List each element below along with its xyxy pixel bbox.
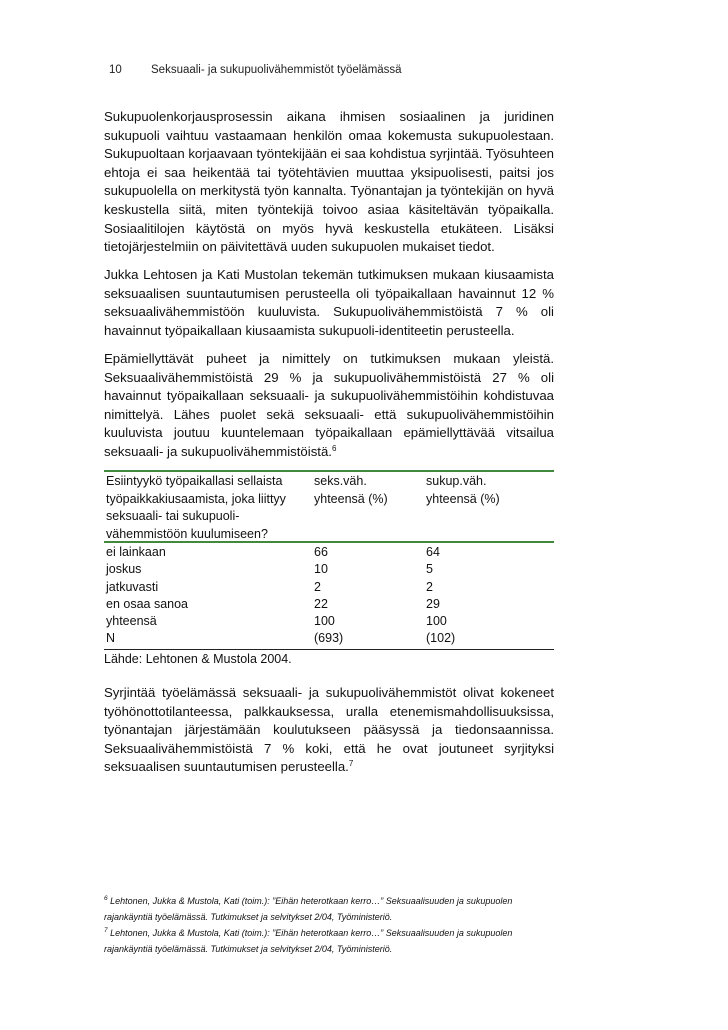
footnote-7	[104, 925, 574, 941]
row-seks-value: (693)	[314, 631, 344, 646]
question-line: työpaikkakiusaamista, joka liittyy	[106, 491, 286, 506]
page-number: 10	[109, 64, 122, 76]
col-header-line: yhteensä (%)	[314, 491, 388, 506]
row-label: joskus	[106, 562, 142, 577]
table-row	[104, 561, 554, 578]
col-header-line: yhteensä (%)	[426, 491, 500, 506]
footnote-text-cont: rajankäyntiä työelämässä. Tutkimukset ja selvitykset 2/04, Työministeriö.	[104, 944, 393, 954]
table-row	[104, 579, 554, 596]
footnote-text: Lehtonen, Jukka & Mustola, Kati (toim.): ”Eihän heterotkaan kerro…” Seksuaalisuuden ja sukupuolen	[110, 896, 513, 906]
paragraph-1: Sukupuolenkorjausprosessin aikana ihmisen sosiaalinen ja juridinen sukupuoli vaihtuu vastaamaan henkilön omaa kokemusta sukupuolestaan. Sukupuoltaan korjaavaan työntekijään ei saa kohdistua syrjintää. Työsuhteen ehtoja ei saa heikentää tai työtehtävien muuttaa yksipuolisesti, paitsi jos sukupuolella on merkitystä työn kannalta. Työnantajan ja työntekijän on hyvä keskustella siitä, miten työntekijä toivoo asiaa käsiteltävän työpaikalla. Sosiaalitilojen käytöstä on myös hyvä keskustella etukäteen. Lisäksi tietojärjestelmiin on päivitettävä uuden sukupuolen mukaiset tiedot.	[104, 109, 554, 255]
row-seks-value: 22	[314, 596, 328, 611]
col-header-line: seks.väh.	[314, 474, 367, 488]
table-row	[104, 544, 554, 561]
row-seks-value: 66	[314, 545, 328, 559]
row-label: jatkuvasti	[106, 579, 159, 594]
footnotes	[104, 893, 574, 957]
page-header	[109, 64, 402, 76]
row-label: ei lainkaan	[106, 545, 166, 559]
table-body	[104, 544, 554, 648]
table-row	[104, 630, 554, 647]
table-question-header	[106, 473, 306, 543]
row-sukup-value: 100	[426, 614, 447, 629]
col-header-line: sukup.väh.	[426, 474, 487, 488]
footnote-ref-6: 6	[331, 443, 337, 453]
table-header-rule	[104, 541, 554, 543]
row-label: en osaa sanoa	[106, 596, 189, 611]
footnote-ref-7: 7	[348, 759, 354, 769]
row-seks-value: 10	[314, 562, 328, 577]
footnote-number: 6	[104, 895, 108, 902]
footnote-text: Lehtonen, Jukka & Mustola, Kati (toim.): ”Eihän heterotkaan kerro…” Seksuaalisuuden ja sukupuolen	[110, 928, 513, 938]
footnote-6	[104, 893, 574, 909]
footnote-number: 7	[104, 927, 108, 934]
table-source: Lähde: Lehtonen & Mustola 2004.	[104, 652, 292, 666]
row-label: yhteensä	[106, 614, 157, 629]
table-col-sukup-header	[426, 473, 536, 508]
row-sukup-value: 2	[426, 579, 433, 594]
paragraph-4-text: Syrjintää työelämässä seksuaali- ja sukupuolivähemmistöt olivat kokeneet työhönottotilanteessa, palkkauksessa, uralla etenemismahdollisuuksissa, työnantajan järjestämään koulutukseen pääsyssä ja tiedonsaannissa. Seksuaalivähemmistöistä 7 % koki, että he ovat joutuneet syrjityksi seksuaalisen suuntautumisen perusteella.	[104, 685, 554, 775]
question-line: vähemmistöön kuulumiseen?	[106, 526, 268, 541]
row-label: N	[106, 631, 116, 646]
row-sukup-value: 64	[426, 545, 440, 559]
row-sukup-value: 5	[426, 562, 433, 577]
row-seks-value: 2	[314, 579, 321, 594]
table-bottom-rule	[104, 649, 554, 650]
table-row	[104, 596, 554, 613]
table-row	[104, 613, 554, 630]
question-line: seksuaali- tai sukupuoli-	[106, 509, 240, 523]
paragraph-2: Jukka Lehtosen ja Kati Mustolan tekemän tutkimuksen mukaan kiusaamista seksuaalisen suuntautumisen perusteella oli työpaikallaan havainnut 12 % seksuaalivähemmistöön kuuluvista. Sukupuolivähemmistöistä 7 % oli havainnut työpaikallaan kiusaamista sukupuoli-identiteetin perusteella.	[104, 267, 554, 338]
paragraph-4	[104, 684, 554, 777]
row-sukup-value: (102)	[426, 631, 456, 646]
question-line: Esiintyykö työpaikallasi sellaista	[106, 474, 283, 488]
row-seks-value: 100	[314, 614, 335, 629]
table-top-rule	[104, 470, 554, 472]
table-col-seks-header	[314, 473, 424, 508]
running-title: Seksuaali- ja sukupuolivähemmistöt työelämässä	[151, 64, 402, 76]
paragraph-3	[104, 350, 554, 462]
row-sukup-value: 29	[426, 596, 440, 611]
footnote-text-cont: rajankäyntiä työelämässä. Tutkimukset ja selvitykset 2/04, Työministeriö.	[104, 912, 393, 922]
paragraph-3-text: Epämiellyttävät puheet ja nimittely on tutkimuksen mukaan yleistä. Seksuaalivähemmistöistä 29 % ja sukupuolivähemmistöistä 27 % oli havainnut työpaikallaan seksuaali- ja sukupuolivähemmistöihin kohdistuvaa nimittelyä. Lähes puolet sekä seksuaali- että sukupuolivähemmistöihin kuuluvista joutuu kuuntelemaan työpaikallaan epämiellyttävää vitsailua seksuaali- ja sukupuolivähemmistöistä.	[104, 351, 554, 459]
